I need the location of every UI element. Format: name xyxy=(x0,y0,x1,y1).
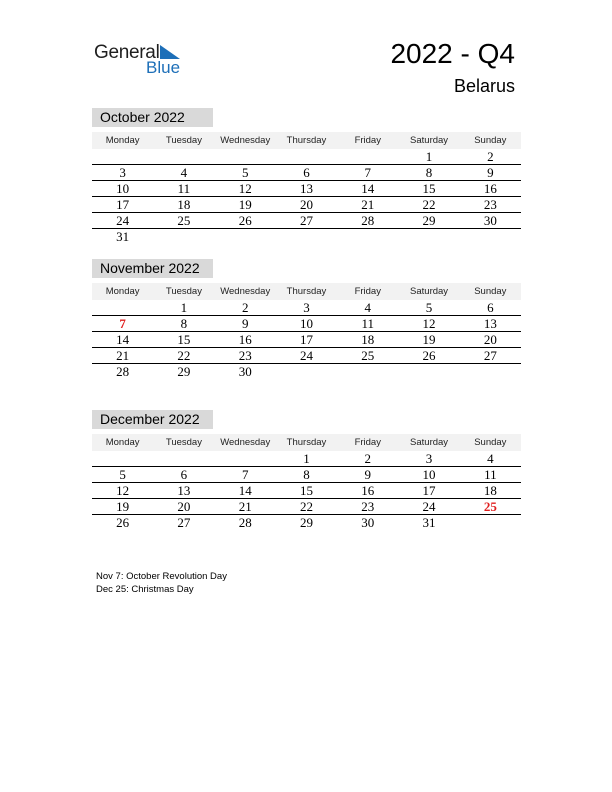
day-cell: 11 xyxy=(484,467,497,482)
generalblue-logo xyxy=(94,40,214,80)
day-cell: 30 xyxy=(238,364,252,379)
weekday-label: Wednesday xyxy=(220,135,271,146)
weekday-label: Thursday xyxy=(286,135,327,146)
day-cell: 13 xyxy=(177,483,191,498)
empty-day-cell xyxy=(92,300,153,315)
day-cell: 8 xyxy=(303,467,310,482)
day-cell: 26 xyxy=(422,348,436,363)
day-cell: 20 xyxy=(177,499,191,514)
day-cell: 17 xyxy=(422,483,436,498)
weekday-header-row xyxy=(92,434,521,451)
day-cell: 8 xyxy=(180,316,188,331)
day-cell: 2 xyxy=(364,451,372,466)
weekday-label: Saturday xyxy=(410,135,449,146)
day-cell: 29 xyxy=(422,213,436,228)
month-title: December 2022 xyxy=(92,410,213,429)
empty-day-cell xyxy=(153,229,214,245)
day-cell: 17 xyxy=(116,197,130,212)
week-row xyxy=(92,364,521,380)
week-row xyxy=(92,181,521,197)
day-cell: 30 xyxy=(361,515,375,530)
day-cell: 28 xyxy=(116,364,130,379)
day-cell: 12 xyxy=(116,483,130,498)
week-row xyxy=(92,213,521,229)
week-row xyxy=(92,467,521,483)
day-cell: 19 xyxy=(238,197,252,212)
holiday-notes xyxy=(96,570,227,596)
day-cell: 16 xyxy=(238,332,252,347)
empty-day-cell xyxy=(215,149,276,164)
day-cell: 18 xyxy=(361,332,375,347)
day-cell: 11 xyxy=(177,181,191,196)
weekday-label: Thursday xyxy=(286,286,327,297)
weekday-label: Friday xyxy=(354,286,381,297)
day-cell: 1 xyxy=(180,300,188,315)
empty-day-cell xyxy=(337,364,398,380)
day-cell: 15 xyxy=(422,181,436,196)
day-cell: 2 xyxy=(487,149,494,164)
day-cell: 30 xyxy=(483,213,497,228)
holiday-day-cell: 25 xyxy=(483,499,497,514)
day-cell: 25 xyxy=(361,348,375,363)
day-cell: 21 xyxy=(238,499,252,514)
empty-day-cell xyxy=(460,229,521,245)
empty-day-cell xyxy=(337,149,398,164)
day-cell: 4 xyxy=(180,165,188,180)
logo-word-blue: Blue xyxy=(146,58,181,77)
week-row xyxy=(92,165,521,181)
day-cell: 31 xyxy=(116,229,130,244)
day-cell: 23 xyxy=(361,499,375,514)
day-cell: 23 xyxy=(483,197,497,212)
empty-day-cell xyxy=(276,229,337,245)
day-cell: 15 xyxy=(177,332,191,347)
empty-day-cell xyxy=(398,229,459,245)
week-row xyxy=(92,300,521,316)
empty-day-cell xyxy=(398,364,459,380)
week-row xyxy=(92,229,521,245)
month-title: October 2022 xyxy=(92,108,213,127)
weekday-label: Monday xyxy=(105,135,140,146)
day-cell: 5 xyxy=(425,300,433,315)
week-row xyxy=(92,483,521,499)
day-cell: 13 xyxy=(483,316,497,331)
day-cell: 27 xyxy=(299,213,313,228)
week-row xyxy=(92,499,521,515)
day-cell: 24 xyxy=(299,348,313,363)
month-title: November 2022 xyxy=(92,259,213,278)
day-cell: 9 xyxy=(364,467,372,482)
day-cell: 9 xyxy=(487,165,494,180)
day-cell: 12 xyxy=(238,181,252,196)
week-row xyxy=(92,316,521,332)
day-cell: 29 xyxy=(299,515,313,530)
day-cell: 23 xyxy=(238,348,252,363)
empty-day-cell xyxy=(276,364,337,380)
day-cell: 6 xyxy=(487,300,494,315)
weekday-label: Saturday xyxy=(410,437,449,448)
day-cell: 10 xyxy=(422,467,436,482)
day-cell: 29 xyxy=(177,364,191,379)
month-calendar-december xyxy=(92,410,521,531)
day-cell: 6 xyxy=(180,467,188,482)
day-cell: 16 xyxy=(361,483,375,498)
weekday-label: Wednesday xyxy=(220,437,271,448)
day-cell: 26 xyxy=(116,515,130,530)
month-calendar-october xyxy=(92,108,521,245)
weekday-label: Friday xyxy=(354,437,381,448)
day-cell: 17 xyxy=(299,332,313,347)
day-cell: 18 xyxy=(483,483,497,498)
week-rows xyxy=(92,300,521,380)
day-cell: 14 xyxy=(116,332,130,347)
week-rows xyxy=(92,451,521,531)
weekday-label: Sunday xyxy=(474,135,507,146)
weekday-header-row xyxy=(92,283,521,300)
day-cell: 22 xyxy=(299,499,313,514)
empty-day-cell xyxy=(337,229,398,245)
day-cell: 25 xyxy=(177,213,191,228)
weekday-header-row xyxy=(92,132,521,149)
day-cell: 5 xyxy=(119,467,126,482)
day-cell: 14 xyxy=(361,181,375,196)
empty-day-cell xyxy=(153,451,214,466)
day-cell: 14 xyxy=(238,483,252,498)
month-calendar-november xyxy=(92,259,521,380)
page-title: 2022 - Q4 xyxy=(390,38,515,69)
day-cell: 28 xyxy=(238,515,252,530)
day-cell: 2 xyxy=(241,300,249,315)
day-cell: 12 xyxy=(422,316,436,331)
empty-day-cell xyxy=(460,364,521,380)
day-cell: 21 xyxy=(116,348,130,363)
day-cell: 7 xyxy=(364,165,372,180)
empty-day-cell xyxy=(92,149,153,164)
week-row xyxy=(92,515,521,531)
day-cell: 20 xyxy=(299,197,313,212)
week-row xyxy=(92,451,521,467)
day-cell: 24 xyxy=(422,499,436,514)
weekday-label: Sunday xyxy=(474,437,507,448)
empty-day-cell xyxy=(215,229,276,245)
day-cell: 11 xyxy=(361,316,375,331)
week-row xyxy=(92,348,521,364)
week-row xyxy=(92,197,521,213)
day-cell: 15 xyxy=(299,483,313,498)
empty-day-cell xyxy=(92,451,153,466)
day-cell: 16 xyxy=(483,181,497,196)
week-row xyxy=(92,332,521,348)
day-cell: 9 xyxy=(241,316,249,331)
holiday-note: Dec 25: Christmas Day xyxy=(96,584,194,595)
empty-day-cell xyxy=(153,149,214,164)
day-cell: 28 xyxy=(361,213,375,228)
weekday-label: Tuesday xyxy=(165,437,202,448)
country-name: Belarus xyxy=(453,76,515,96)
day-cell: 18 xyxy=(177,197,191,212)
weekday-label: Friday xyxy=(354,135,381,146)
day-cell: 3 xyxy=(119,165,126,180)
day-cell: 27 xyxy=(483,348,497,363)
day-cell: 24 xyxy=(116,213,130,228)
day-cell: 10 xyxy=(116,181,130,196)
day-cell: 3 xyxy=(425,451,433,466)
day-cell: 3 xyxy=(303,300,310,315)
day-cell: 8 xyxy=(425,165,433,180)
empty-day-cell xyxy=(276,149,337,164)
day-cell: 22 xyxy=(177,348,191,363)
day-cell: 1 xyxy=(303,451,310,466)
empty-day-cell xyxy=(215,451,276,466)
day-cell: 5 xyxy=(241,165,249,180)
day-cell: 7 xyxy=(241,467,249,482)
day-cell: 10 xyxy=(299,316,313,331)
day-cell: 13 xyxy=(299,181,313,196)
day-cell: 21 xyxy=(361,197,375,212)
day-cell: 22 xyxy=(422,197,436,212)
day-cell: 19 xyxy=(116,499,130,514)
week-row xyxy=(92,149,521,165)
day-cell: 6 xyxy=(303,165,310,180)
weekday-label: Monday xyxy=(105,286,140,297)
weekday-label: Sunday xyxy=(474,286,507,297)
holiday-day-cell: 7 xyxy=(119,316,126,331)
day-cell: 4 xyxy=(487,451,494,466)
day-cell: 19 xyxy=(422,332,436,347)
weekday-label: Saturday xyxy=(410,286,449,297)
day-cell: 20 xyxy=(483,332,497,347)
weekday-label: Tuesday xyxy=(165,135,202,146)
weekday-label: Tuesday xyxy=(165,286,202,297)
day-cell: 31 xyxy=(422,515,436,530)
day-cell: 27 xyxy=(177,515,191,530)
weekday-label: Wednesday xyxy=(220,286,271,297)
day-cell: 4 xyxy=(364,300,372,315)
day-cell: 1 xyxy=(425,149,433,164)
holiday-note: Nov 7: October Revolution Day xyxy=(96,571,227,582)
logo-word-general: General xyxy=(94,42,160,63)
week-rows xyxy=(92,149,521,245)
day-cell: 26 xyxy=(238,213,252,228)
weekday-label: Monday xyxy=(105,437,140,448)
empty-day-cell xyxy=(460,515,521,531)
weekday-label: Thursday xyxy=(286,437,327,448)
